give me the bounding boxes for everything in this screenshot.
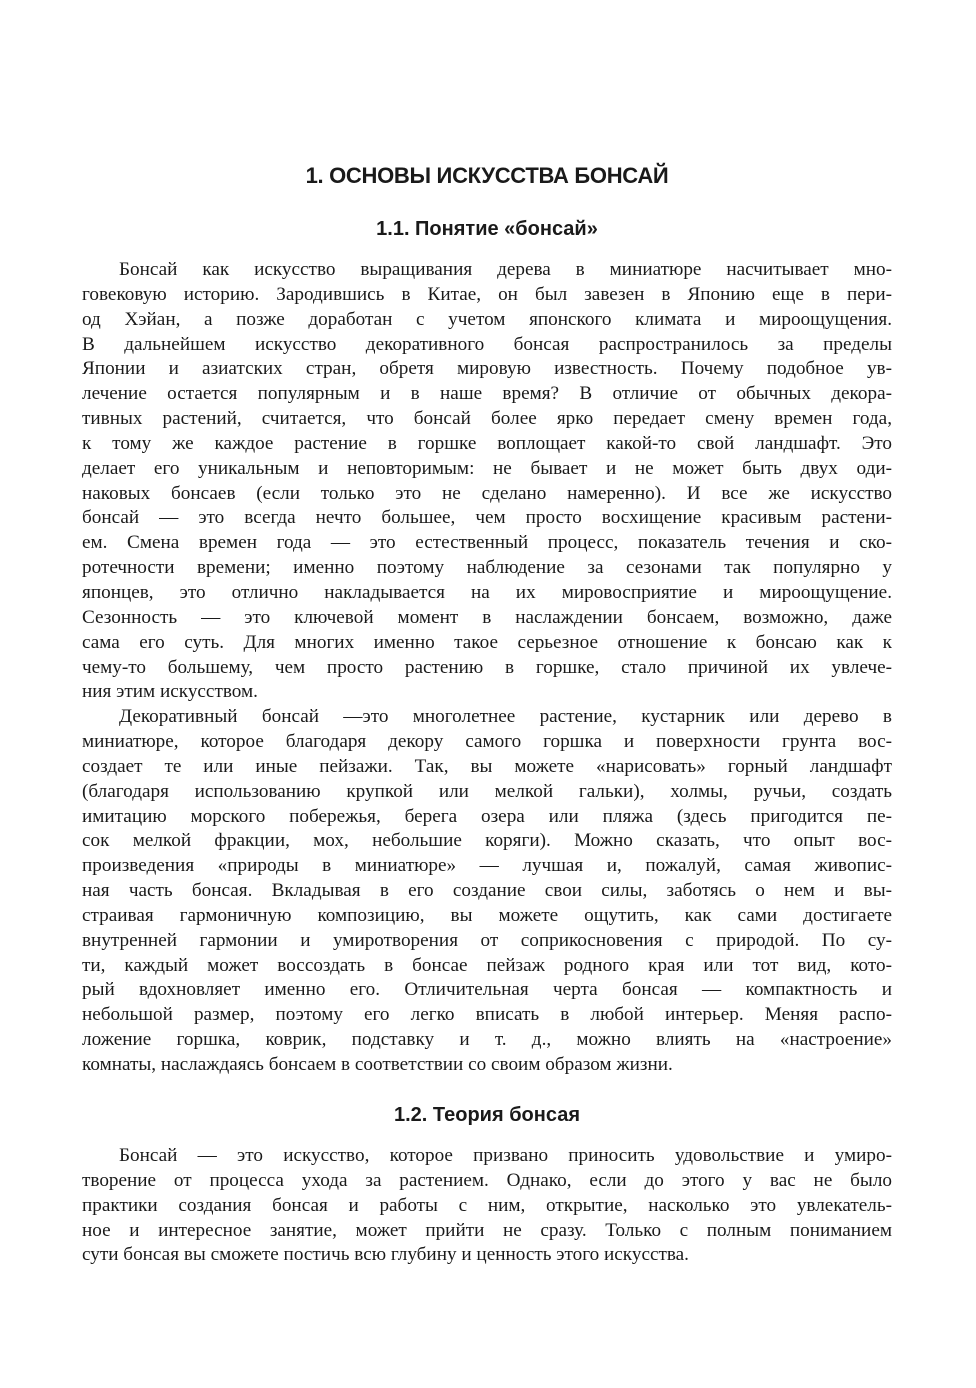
text-line: сама его суть. Для многих именно такое серьезное отношение к бонсаю как к xyxy=(82,631,892,653)
text-line: бонсай — это всегда нечто большее, чем просто восхищение красивым растени- xyxy=(82,507,892,529)
text-line: Декоративный бонсай —это многолетнее растение, кустарник или дерево в xyxy=(119,706,892,728)
text-line: рый вдохновляет именно его. Отличительная черта бонсая — компактность и xyxy=(82,979,892,1001)
paragraph xyxy=(82,1144,892,1268)
text-line: ная часть бонсая. Вкладывая в его создание свои силы, заботясь о нем и вы- xyxy=(82,880,892,902)
text-line: говековую историю. Зародившись в Китае, он был завезен в Японию еще в пери- xyxy=(82,283,892,305)
text-line: комнаты, наслаждаясь бонсаем в соответствии со своим образом жизни. xyxy=(82,1054,673,1075)
section-heading-1-2: 1.2. Теория бонсая xyxy=(393,1104,581,1126)
section-heading-1-1: 1.1. Понятие «бонсай» xyxy=(376,218,598,240)
text-line: тивных растений, считается, что бонсай более ярко передает смену времен года, xyxy=(82,408,892,430)
section-1-1-body xyxy=(82,258,892,1078)
text-line: делает его уникальным и неповторимым: не бывает и не может быть двух оди- xyxy=(82,457,892,479)
chapter-title: 1. ОСНОВЫ ИСКУССТВА БОНСАЙ xyxy=(305,163,669,188)
text-line: Японии и азиатских стран, обретя мировую известность. Почему подобное ув- xyxy=(82,358,892,380)
section-1-2-body xyxy=(82,1144,892,1268)
text-line: В дальнейшем искусство декоративного бонсая распространилось за пределы xyxy=(82,333,892,355)
text-line: ротечности времени; именно поэтому наблюдение за сезонами так популярно у xyxy=(82,557,892,579)
text-line: ти, каждый может воссоздать в бонсае пейзаж родного края или тот вид, кото- xyxy=(82,954,892,976)
text-line: к тому же каждое растение в горшке воплощает какой-то свой ландшафт. Это xyxy=(82,432,892,454)
text-line: имитацию морского побережья, берега озера или пляжа (здесь пригодится пе- xyxy=(82,805,892,827)
text-line: Сезонность — это ключевой момент в наслаждении бонсаем, возможно, даже xyxy=(82,606,892,628)
text-line: Бонсай — это искусство, которое призвано приносить удовольствие и умиро- xyxy=(119,1145,892,1166)
text-line: од Хэйан, а позже доработан с учетом японского климата и мироощущения. xyxy=(82,308,892,330)
paragraph xyxy=(82,705,892,1078)
text-line: ния этим искусством. xyxy=(82,681,258,703)
text-line: страивая гармоничную композицию, вы можете ощутить, как сами достигаете xyxy=(82,904,892,926)
text-line: сути бонсая вы сможете постичь всю глубину и ценность этого искусства. xyxy=(82,1244,689,1266)
text-line: лечение остается популярным и в наше время? В отличие от обычных декора- xyxy=(82,383,892,405)
text-line: ем. Смена времен года — это естественный процесс, показатель течения и ско- xyxy=(82,532,892,554)
text-line: практики создания бонсая и работы с ним, открытие, насколько это увлекатель- xyxy=(82,1194,892,1216)
text-line: Бонсай как искусство выращивания дерева в миниатюре насчитывает мно- xyxy=(119,259,892,280)
text-line: ное и интересное занятие, может прийти не сразу. Только с полным пониманием xyxy=(82,1219,892,1241)
text-line: ложение горшка, коврик, подставку и т. д., можно влиять на «настроение» xyxy=(82,1029,892,1051)
paragraph xyxy=(82,258,892,705)
text-line: (благодаря использованию крупкой или мелкой гальки), холмы, ручьи, создать xyxy=(82,780,892,802)
text-line: создает те или иные пейзажи. Так, вы можете «нарисовать» горный ландшафт xyxy=(82,755,892,777)
text-line: миниатюре, которое благодаря декору самого горшка и поверхности грунта вос- xyxy=(82,731,892,753)
text-line: небольшой размер, поэтому его легко вписать в любой интерьер. Меняя распо- xyxy=(82,1004,892,1026)
text-line: произведения «природы в миниатюре» — лучшая и, пожалуй, самая живопис- xyxy=(82,855,892,877)
text-line: японцев, это отлично накладывается на их мировосприятие и мироощущение. xyxy=(82,581,892,603)
text-line: внутренней гармонии и умиротворения от соприкосновения с природой. По су- xyxy=(82,929,892,951)
text-line: творение от процесса ухода за растением. Однако, если до этого у вас не было xyxy=(82,1169,892,1191)
text-line: наковых бонсаев (если только это не сделано намеренно). И все же искусство xyxy=(82,482,892,504)
text-line: сок мелкой фракции, мох, небольшие коряги). Можно сказать, что опыт вос- xyxy=(82,830,892,852)
text-line: чему-то большему, чем просто растению в горшке, стало причиной их увлече- xyxy=(82,656,892,678)
